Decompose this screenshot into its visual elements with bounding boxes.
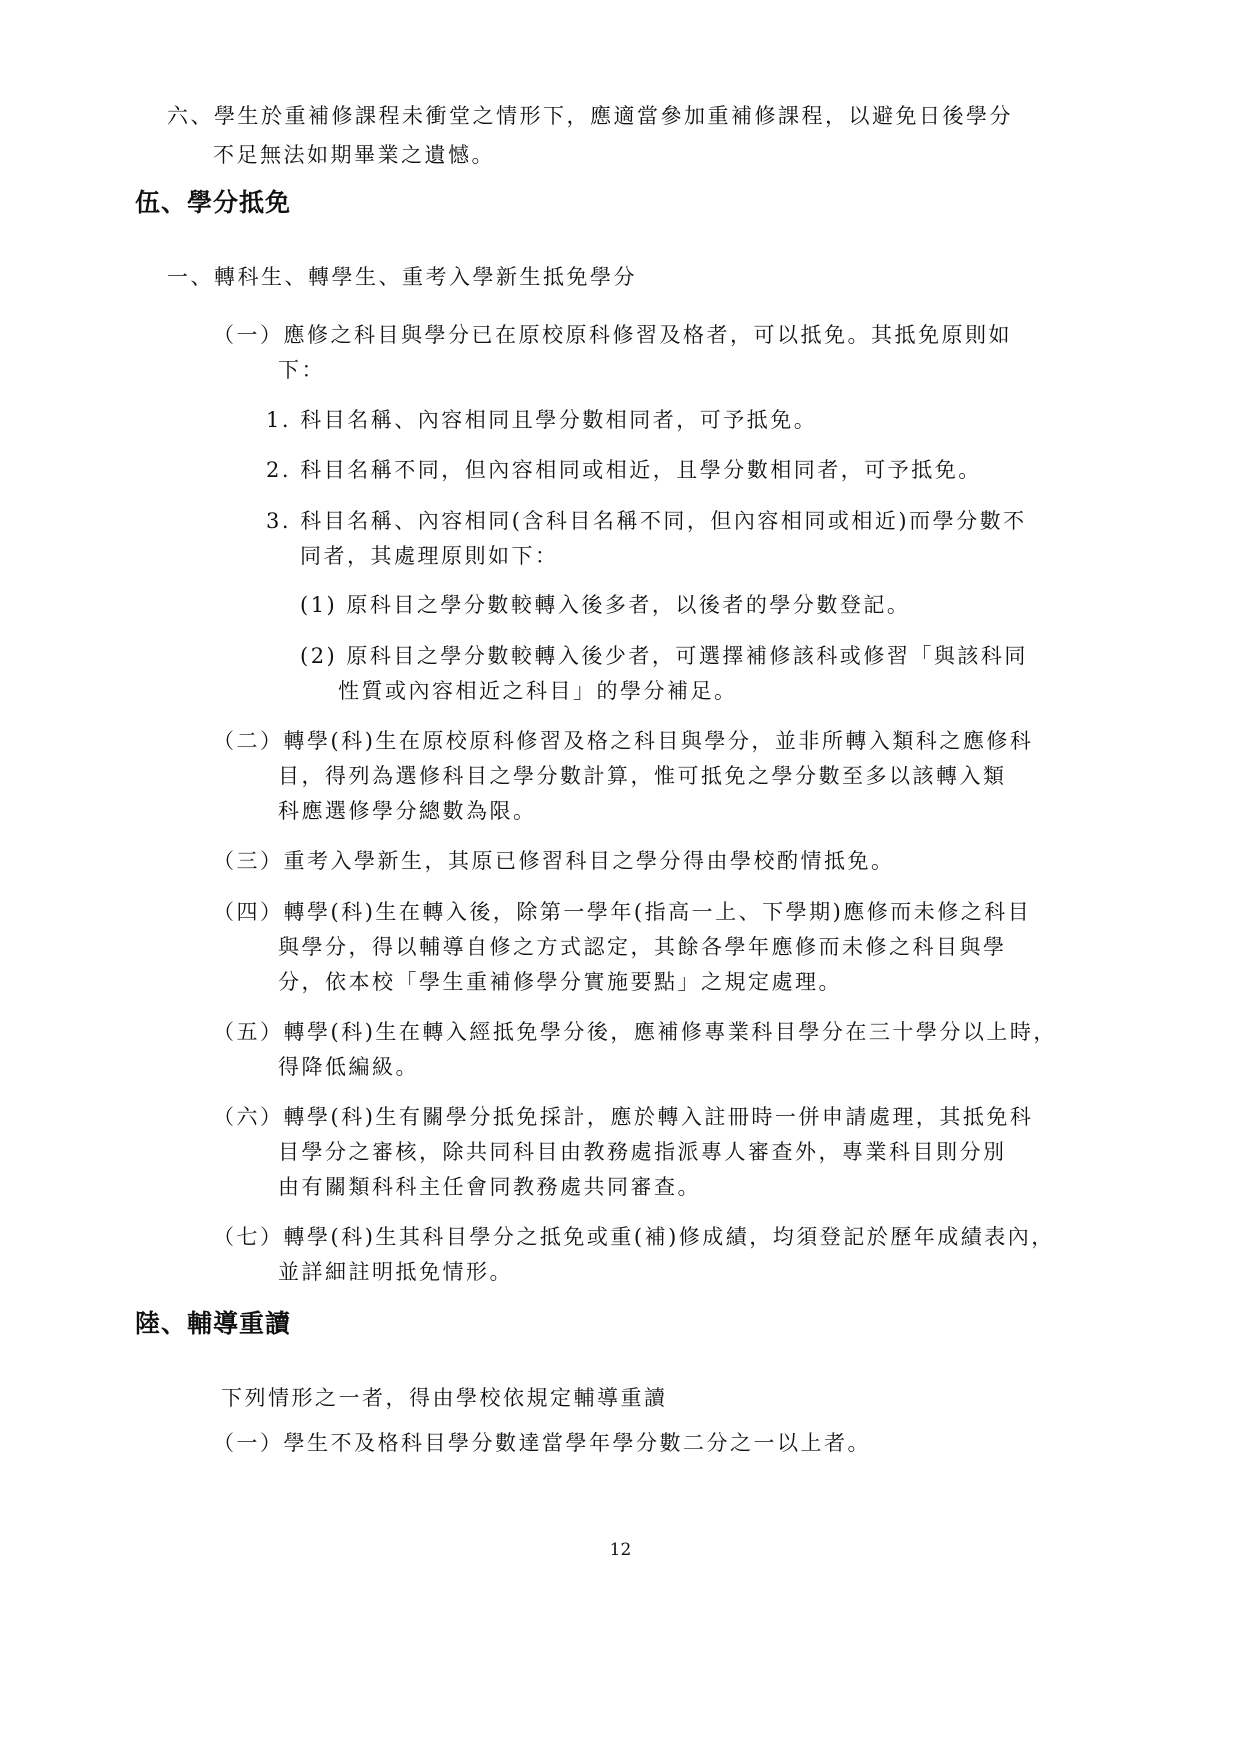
paragraph-line: （五）轉學(科)生在轉入經抵免學分後，應補修專業科目學分在三十學分以上時，	[213, 1020, 1057, 1044]
list-item: 2. 科目名稱不同，但內容相同或相近，且學分數相同者，可予抵免。	[266, 458, 982, 482]
paragraph-line: 六、學生於重補修課程未衝堂之情形下，應適當參加重補修課程，以避免日後學分	[167, 104, 1013, 128]
paragraph-line: （三）重考入學新生，其原已修習科目之學分得由學校酌情抵免。	[213, 849, 895, 873]
paragraph-line: 科應選修學分總數為限。	[278, 799, 537, 823]
list-item: 1. 科目名稱、內容相同且學分數相同者，可予抵免。	[266, 408, 818, 432]
paragraph-line: 並詳細註明抵免情形。	[278, 1260, 513, 1284]
section-heading: 陸、輔導重讀	[135, 1309, 292, 1338]
paragraph-line: 同者，其處理原則如下：	[300, 544, 559, 568]
paragraph-line: （一）應修之科目與學分已在原校原科修習及格者，可以抵免。其抵免原則如	[213, 323, 1012, 347]
paragraph-line: 目，得列為選修科目之學分數計算，惟可抵免之學分數至多以該轉入類	[278, 764, 1007, 788]
paragraph-line: 不足無法如期畢業之遺憾。	[213, 143, 495, 167]
section-heading: 伍、學分抵免	[135, 188, 292, 217]
list-item: (2) 原科目之學分數較轉入後少者，可選擇補修該科或修習「與該科同	[300, 644, 1028, 668]
paragraph-line: （一）學生不及格科目學分數達當學年學分數二分之一以上者。	[213, 1431, 871, 1455]
paragraph-line: 與學分，得以輔導自修之方式認定，其餘各學年應修而未修之科目與學	[278, 935, 1007, 959]
paragraph-line: 得降低編級。	[278, 1055, 419, 1079]
paragraph-line: （四）轉學(科)生在轉入後，除第一學年(指高一上、下學期)應修而未修之科目	[213, 900, 1032, 924]
paragraph-line: 分，依本校「學生重補修學分實施要點」之規定處理。	[278, 970, 842, 994]
page-number: 12	[609, 1540, 632, 1560]
paragraph-line: 由有關類科科主任會同教務處共同審查。	[278, 1175, 701, 1199]
list-item: 3. 科目名稱、內容相同(含科目名稱不同，但內容相同或相近)而學分數不	[266, 509, 1027, 533]
paragraph-line: 一、轉科生、轉學生、重考入學新生抵免學分	[167, 265, 637, 289]
paragraph-line: 下列情形之一者，得由學校依規定輔導重讀	[221, 1386, 668, 1410]
paragraph-line: （七）轉學(科)生其科目學分之抵免或重(補)修成績，均須登記於歷年成績表內，	[213, 1225, 1055, 1249]
paragraph-line: 性質或內容相近之科目」的學分補足。	[338, 679, 738, 703]
paragraph-line: 下：	[278, 358, 325, 382]
paragraph-line: （二）轉學(科)生在原校原科修習及格之科目與學分，並非所轉入類科之應修科	[213, 729, 1034, 753]
paragraph-line: （六）轉學(科)生有關學分抵免採計，應於轉入註冊時一併申請處理，其抵免科	[213, 1105, 1034, 1129]
paragraph-line: 目學分之審核，除共同科目由教務處指派專人審查外，專業科目則分別	[278, 1140, 1007, 1164]
list-item: (1) 原科目之學分數較轉入後多者，以後者的學分數登記。	[300, 593, 911, 617]
